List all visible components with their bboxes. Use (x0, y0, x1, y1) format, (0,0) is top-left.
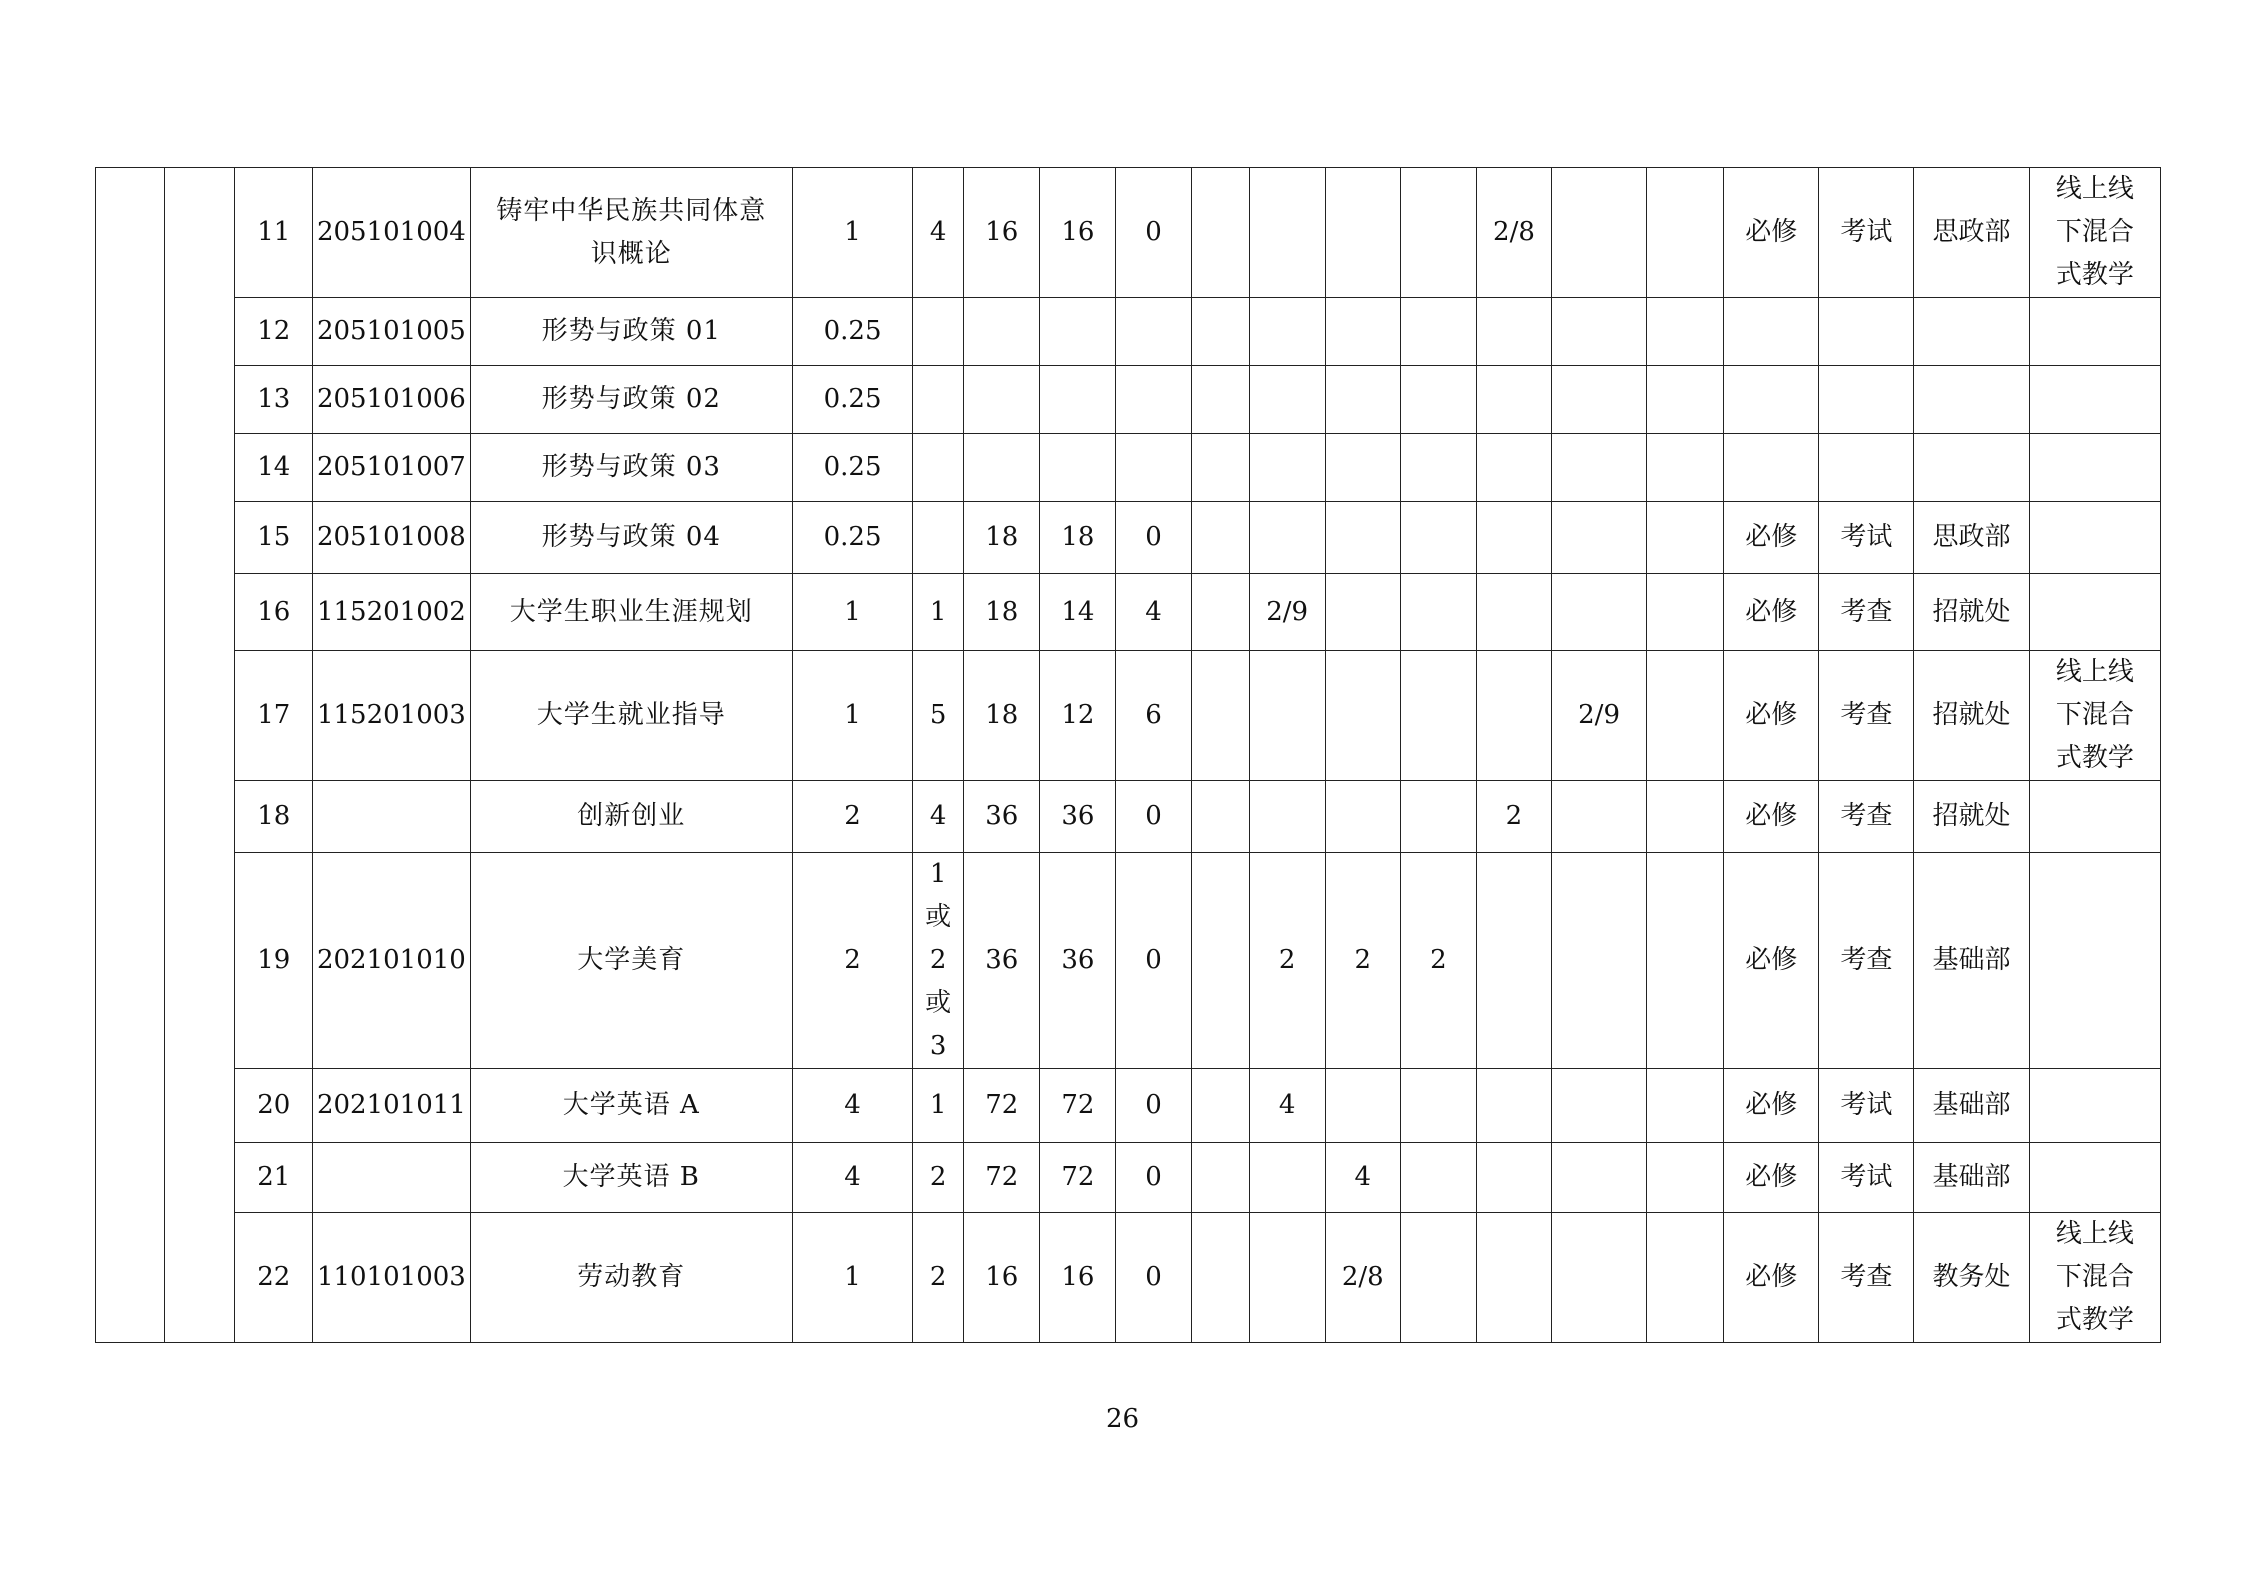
table-row (96, 1213, 2161, 1343)
cell-w6 (1552, 853, 1647, 1069)
cell-w7 (1647, 168, 1724, 298)
cell-credits: 1 (792, 574, 912, 651)
cell-nature: 必修 (1724, 1069, 1819, 1143)
cell-w4 (1400, 651, 1476, 781)
cell-department: 教务处 (1914, 1213, 2029, 1343)
cell-w5 (1476, 366, 1551, 434)
cell-w7 (1647, 502, 1724, 574)
cell-note (2029, 1143, 2160, 1213)
table-row (96, 366, 2161, 434)
table-row (96, 853, 2161, 1069)
cell-w7 (1647, 1069, 1724, 1143)
cell-w7 (1647, 651, 1724, 781)
cell-w1 (1191, 651, 1249, 781)
cell-credits: 0.25 (792, 434, 912, 502)
cell-w7 (1647, 298, 1724, 366)
cell-w7 (1647, 853, 1724, 1069)
cell-theory-hours: 12 (1040, 651, 1116, 781)
cell-w1 (1191, 1213, 1249, 1343)
cell-assessment (1819, 434, 1914, 502)
cell-w4 (1400, 298, 1476, 366)
cell-note (2029, 574, 2160, 651)
cell-nature: 必修 (1724, 1213, 1819, 1343)
cell-total-hours: 72 (964, 1069, 1040, 1143)
category-cell (96, 168, 165, 1343)
cell-practice-hours: 0 (1116, 1069, 1191, 1143)
cell-w1 (1191, 366, 1249, 434)
cell-name: 劳动教育 (470, 1213, 792, 1343)
cell-department: 基础部 (1914, 1143, 2029, 1213)
cell-name: 形势与政策 03 (470, 434, 792, 502)
cell-note (2029, 366, 2160, 434)
cell-semester: 1或2或3 (913, 853, 964, 1069)
cell-w3 (1325, 651, 1400, 781)
cell-assessment: 考查 (1819, 1213, 1914, 1343)
cell-w5 (1476, 1069, 1551, 1143)
cell-w5 (1476, 434, 1551, 502)
cell-w7 (1647, 1143, 1724, 1213)
cell-assessment: 考试 (1819, 168, 1914, 298)
cell-w2 (1249, 502, 1325, 574)
cell-code: 205101005 (313, 298, 470, 366)
cell-name: 大学美育 (470, 853, 792, 1069)
cell-department: 基础部 (1914, 853, 2029, 1069)
cell-w7 (1647, 1213, 1724, 1343)
cell-w2 (1249, 298, 1325, 366)
cell-semester: 4 (913, 168, 964, 298)
cell-w4 (1400, 574, 1476, 651)
cell-code: 115201003 (313, 651, 470, 781)
cell-code: 202101011 (313, 1069, 470, 1143)
cell-note: 线上线下混合式教学 (2029, 1213, 2160, 1343)
cell-semester (913, 502, 964, 574)
cell-w5: 2/8 (1476, 168, 1551, 298)
cell-name: 创新创业 (470, 781, 792, 853)
cell-w5 (1476, 502, 1551, 574)
cell-note (2029, 298, 2160, 366)
cell-practice-hours: 0 (1116, 853, 1191, 1069)
table-row (96, 651, 2161, 781)
cell-code (313, 1143, 470, 1213)
cell-w4 (1400, 366, 1476, 434)
cell-semester (913, 366, 964, 434)
cell-nature: 必修 (1724, 1143, 1819, 1213)
cell-w1 (1191, 574, 1249, 651)
cell-assessment: 考试 (1819, 1143, 1914, 1213)
cell-credits: 2 (792, 853, 912, 1069)
cell-w3: 2/8 (1325, 1213, 1400, 1343)
cell-name: 形势与政策 04 (470, 502, 792, 574)
cell-practice-hours (1116, 298, 1191, 366)
cell-w6 (1552, 298, 1647, 366)
cell-practice-hours: 0 (1116, 781, 1191, 853)
cell-no: 21 (235, 1143, 313, 1213)
cell-total-hours: 72 (964, 1143, 1040, 1213)
cell-w3 (1325, 574, 1400, 651)
table-row (96, 168, 2161, 298)
table-row (96, 502, 2161, 574)
cell-code: 205101007 (313, 434, 470, 502)
cell-theory-hours: 14 (1040, 574, 1116, 651)
table-row (96, 1143, 2161, 1213)
cell-w2 (1249, 781, 1325, 853)
cell-note (2029, 853, 2160, 1069)
cell-w4 (1400, 781, 1476, 853)
cell-w4: 2 (1400, 853, 1476, 1069)
cell-w4 (1400, 1069, 1476, 1143)
cell-no: 14 (235, 434, 313, 502)
cell-practice-hours: 0 (1116, 502, 1191, 574)
cell-code: 205101008 (313, 502, 470, 574)
cell-code (313, 781, 470, 853)
cell-semester (913, 434, 964, 502)
cell-no: 20 (235, 1069, 313, 1143)
cell-w6 (1552, 502, 1647, 574)
cell-theory-hours: 36 (1040, 853, 1116, 1069)
cell-w5 (1476, 574, 1551, 651)
table-row (96, 781, 2161, 853)
cell-department (1914, 366, 2029, 434)
cell-w4 (1400, 168, 1476, 298)
cell-w3: 2 (1325, 853, 1400, 1069)
cell-w1 (1191, 434, 1249, 502)
cell-practice-hours: 0 (1116, 168, 1191, 298)
cell-no: 17 (235, 651, 313, 781)
cell-credits: 4 (792, 1069, 912, 1143)
cell-w7 (1647, 574, 1724, 651)
cell-department: 招就处 (1914, 781, 2029, 853)
cell-note: 线上线下混合式教学 (2029, 168, 2160, 298)
cell-w1 (1191, 1143, 1249, 1213)
cell-no: 13 (235, 366, 313, 434)
cell-w4 (1400, 434, 1476, 502)
cell-nature (1724, 298, 1819, 366)
cell-w3: 4 (1325, 1143, 1400, 1213)
cell-w3 (1325, 781, 1400, 853)
cell-credits: 2 (792, 781, 912, 853)
cell-w5 (1476, 1143, 1551, 1213)
cell-department: 基础部 (1914, 1069, 2029, 1143)
cell-w6: 2/9 (1552, 651, 1647, 781)
cell-w2 (1249, 168, 1325, 298)
cell-credits: 0.25 (792, 502, 912, 574)
course-table (95, 167, 2161, 1343)
cell-name: 大学英语 A (470, 1069, 792, 1143)
cell-name: 铸牢中华民族共同体意识概论 (470, 168, 792, 298)
cell-w5 (1476, 651, 1551, 781)
cell-w6 (1552, 781, 1647, 853)
cell-department: 思政部 (1914, 168, 2029, 298)
cell-theory-hours: 36 (1040, 781, 1116, 853)
cell-total-hours: 16 (964, 168, 1040, 298)
table-row (96, 574, 2161, 651)
cell-w7 (1647, 434, 1724, 502)
cell-semester: 2 (913, 1213, 964, 1343)
cell-assessment: 考查 (1819, 853, 1914, 1069)
cell-assessment: 考查 (1819, 651, 1914, 781)
cell-credits: 1 (792, 1213, 912, 1343)
cell-w4 (1400, 1143, 1476, 1213)
cell-total-hours (964, 298, 1040, 366)
cell-w7 (1647, 366, 1724, 434)
cell-total-hours: 18 (964, 651, 1040, 781)
cell-w5 (1476, 853, 1551, 1069)
table-row (96, 434, 2161, 502)
cell-w6 (1552, 1213, 1647, 1343)
cell-note (2029, 781, 2160, 853)
cell-w3 (1325, 1069, 1400, 1143)
cell-w5 (1476, 298, 1551, 366)
cell-assessment (1819, 298, 1914, 366)
cell-w6 (1552, 1143, 1647, 1213)
cell-practice-hours: 4 (1116, 574, 1191, 651)
cell-practice-hours: 0 (1116, 1143, 1191, 1213)
cell-assessment: 考试 (1819, 502, 1914, 574)
cell-note (2029, 434, 2160, 502)
cell-note (2029, 1069, 2160, 1143)
table-row (96, 1069, 2161, 1143)
cell-assessment: 考查 (1819, 574, 1914, 651)
cell-w6 (1552, 168, 1647, 298)
cell-w4 (1400, 1213, 1476, 1343)
cell-w3 (1325, 298, 1400, 366)
cell-no: 22 (235, 1213, 313, 1343)
cell-nature (1724, 434, 1819, 502)
cell-practice-hours (1116, 366, 1191, 434)
cell-credits: 0.25 (792, 298, 912, 366)
cell-department: 招就处 (1914, 574, 2029, 651)
cell-semester: 4 (913, 781, 964, 853)
cell-theory-hours (1040, 366, 1116, 434)
cell-w6 (1552, 434, 1647, 502)
cell-credits: 1 (792, 168, 912, 298)
cell-w5 (1476, 1213, 1551, 1343)
cell-w3 (1325, 502, 1400, 574)
cell-total-hours (964, 366, 1040, 434)
cell-nature: 必修 (1724, 853, 1819, 1069)
cell-w1 (1191, 1069, 1249, 1143)
subcategory-cell (165, 168, 235, 1343)
cell-w1 (1191, 502, 1249, 574)
cell-semester: 5 (913, 651, 964, 781)
cell-total-hours (964, 434, 1040, 502)
cell-w2: 2 (1249, 853, 1325, 1069)
cell-w1 (1191, 781, 1249, 853)
cell-nature: 必修 (1724, 651, 1819, 781)
cell-code: 205101006 (313, 366, 470, 434)
cell-no: 18 (235, 781, 313, 853)
cell-department (1914, 434, 2029, 502)
table-row (96, 298, 2161, 366)
cell-total-hours: 16 (964, 1213, 1040, 1343)
cell-w1 (1191, 298, 1249, 366)
cell-practice-hours (1116, 434, 1191, 502)
cell-department: 招就处 (1914, 651, 2029, 781)
cell-code: 110101003 (313, 1213, 470, 1343)
cell-w6 (1552, 366, 1647, 434)
cell-w4 (1400, 502, 1476, 574)
cell-w2: 2/9 (1249, 574, 1325, 651)
cell-nature: 必修 (1724, 574, 1819, 651)
cell-nature (1724, 366, 1819, 434)
cell-no: 12 (235, 298, 313, 366)
cell-w3 (1325, 434, 1400, 502)
cell-w2 (1249, 1213, 1325, 1343)
cell-no: 19 (235, 853, 313, 1069)
cell-total-hours: 36 (964, 781, 1040, 853)
cell-theory-hours (1040, 434, 1116, 502)
cell-credits: 0.25 (792, 366, 912, 434)
cell-theory-hours: 16 (1040, 168, 1116, 298)
cell-w1 (1191, 853, 1249, 1069)
cell-department (1914, 298, 2029, 366)
cell-theory-hours (1040, 298, 1116, 366)
cell-department: 思政部 (1914, 502, 2029, 574)
cell-name: 形势与政策 01 (470, 298, 792, 366)
cell-name: 大学生就业指导 (470, 651, 792, 781)
cell-w7 (1647, 781, 1724, 853)
page-number: 26 (1105, 1404, 1140, 1434)
cell-no: 16 (235, 574, 313, 651)
cell-nature: 必修 (1724, 781, 1819, 853)
cell-total-hours: 36 (964, 853, 1040, 1069)
cell-theory-hours: 16 (1040, 1213, 1116, 1343)
cell-name: 形势与政策 02 (470, 366, 792, 434)
cell-nature: 必修 (1724, 168, 1819, 298)
cell-w2 (1249, 366, 1325, 434)
cell-name: 大学英语 B (470, 1143, 792, 1213)
cell-assessment (1819, 366, 1914, 434)
cell-code: 202101010 (313, 853, 470, 1069)
cell-code: 115201002 (313, 574, 470, 651)
cell-total-hours: 18 (964, 502, 1040, 574)
cell-semester: 2 (913, 1143, 964, 1213)
cell-theory-hours: 72 (1040, 1143, 1116, 1213)
cell-semester: 1 (913, 574, 964, 651)
cell-nature: 必修 (1724, 502, 1819, 574)
cell-no: 11 (235, 168, 313, 298)
cell-credits: 4 (792, 1143, 912, 1213)
cell-w5: 2 (1476, 781, 1551, 853)
cell-practice-hours: 6 (1116, 651, 1191, 781)
cell-total-hours: 18 (964, 574, 1040, 651)
cell-w2 (1249, 434, 1325, 502)
cell-semester (913, 298, 964, 366)
cell-w2 (1249, 651, 1325, 781)
cell-code: 205101004 (313, 168, 470, 298)
cell-w1 (1191, 168, 1249, 298)
cell-assessment: 考查 (1819, 781, 1914, 853)
cell-theory-hours: 72 (1040, 1069, 1116, 1143)
cell-w6 (1552, 1069, 1647, 1143)
cell-name: 大学生职业生涯规划 (470, 574, 792, 651)
cell-w3 (1325, 366, 1400, 434)
cell-note: 线上线下混合式教学 (2029, 651, 2160, 781)
cell-theory-hours: 18 (1040, 502, 1116, 574)
cell-no: 15 (235, 502, 313, 574)
cell-semester: 1 (913, 1069, 964, 1143)
cell-assessment: 考试 (1819, 1069, 1914, 1143)
cell-w2: 4 (1249, 1069, 1325, 1143)
cell-practice-hours: 0 (1116, 1213, 1191, 1343)
cell-w3 (1325, 168, 1400, 298)
cell-note (2029, 502, 2160, 574)
cell-w6 (1552, 574, 1647, 651)
cell-credits: 1 (792, 651, 912, 781)
cell-w2 (1249, 1143, 1325, 1213)
